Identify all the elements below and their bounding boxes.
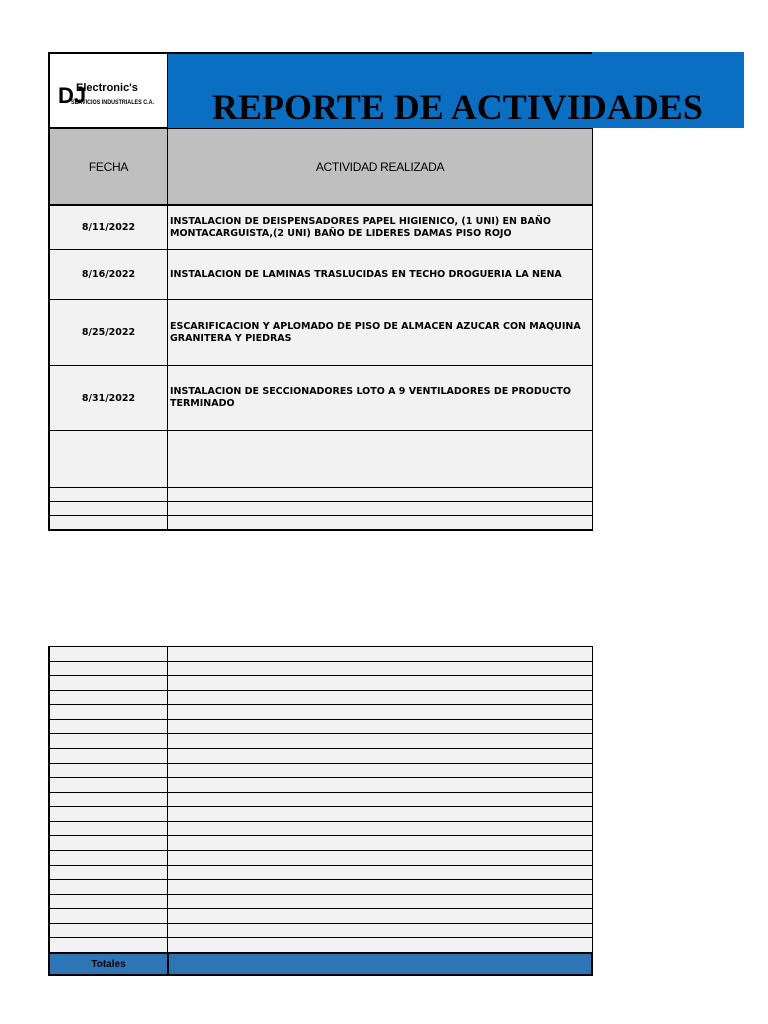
empty-cell-activity <box>167 763 593 778</box>
empty-cell-activity <box>167 908 593 924</box>
svg-text:SERVICIOS INDUSTRIALES C.A.: SERVICIOS INDUSTRIALES C.A. <box>71 99 155 106</box>
empty-cell-date <box>48 719 168 734</box>
empty-cell-date <box>48 923 168 938</box>
row-activity: INSTALACION DE DEISPENSADORES PAPEL HIGIENICO, (1 UNI) EN BAÑO MONTACARGUISTA,(2 UNI) BAÑO DE LIDERES DAMAS PISO ROJO <box>167 205 593 250</box>
empty-cell-date <box>48 850 168 866</box>
empty-cell-date <box>48 501 168 516</box>
row-date: 8/11/2022 <box>48 205 168 250</box>
empty-cell-date <box>48 748 168 764</box>
svg-text:Electronic's: Electronic's <box>76 82 138 94</box>
empty-cell-activity <box>167 690 593 705</box>
empty-cell-date <box>48 704 168 720</box>
row-activity: INSTALACION DE SECCIONADORES LOTO A 9 VENTILADORES DE PRODUCTO TERMINADO <box>167 365 593 431</box>
empty-cell-activity <box>167 733 593 749</box>
empty-cell-date <box>48 777 168 793</box>
empty-cell-activity <box>167 894 593 909</box>
empty-cell-activity <box>167 515 593 531</box>
report-title: REPORTE DE ACTIVIDADES <box>212 87 703 127</box>
empty-cell-date <box>48 806 168 822</box>
row-date: 8/16/2022 <box>48 249 168 300</box>
empty-cell-activity <box>167 850 593 866</box>
title-banner-topline <box>168 52 592 54</box>
row-date: 8/31/2022 <box>48 365 168 431</box>
empty-cell-date <box>48 646 168 662</box>
empty-cell-activity <box>167 704 593 720</box>
empty-cell-date <box>48 879 168 895</box>
title-clip <box>168 74 703 128</box>
empty-cell-activity <box>167 719 593 734</box>
empty-cell-date <box>48 865 168 880</box>
empty-cell-activity <box>167 879 593 895</box>
empty-cell-date <box>48 675 168 691</box>
empty-cell-activity <box>167 748 593 764</box>
empty-cell-activity <box>167 937 593 953</box>
dj-logo-icon <box>51 55 167 128</box>
totals-label: Totales <box>48 952 169 976</box>
column-header-activity: ACTIVIDAD REALIZADA <box>167 128 593 205</box>
empty-cell-date <box>48 515 168 531</box>
column-header-date: FECHA <box>48 128 168 205</box>
empty-cell-date <box>48 894 168 909</box>
empty-cell-date <box>48 937 168 953</box>
empty-cell-activity <box>167 501 593 516</box>
empty-cell-date <box>48 733 168 749</box>
svg-text:DJ: DJ <box>58 83 87 108</box>
empty-cell-activity <box>167 865 593 880</box>
empty-cell-date <box>48 835 168 851</box>
empty-cell-activity <box>167 487 593 502</box>
row-activity: INSTALACION DE LAMINAS TRASLUCIDAS EN TECHO DROGUERIA LA NENA <box>167 249 593 300</box>
totals-value <box>167 952 593 976</box>
empty-cell-date <box>48 908 168 924</box>
empty-cell-activity <box>167 661 593 676</box>
empty-cell-date <box>48 792 168 807</box>
empty-cell-date <box>48 690 168 705</box>
row-date: 8/25/2022 <box>48 299 168 366</box>
empty-cell-activity <box>167 835 593 851</box>
row-activity: ESCARIFICACION Y APLOMADO DE PISO DE ALMACEN AZUCAR CON MAQUINA GRANITERA Y PIEDRAS <box>167 299 593 366</box>
empty-cell-activity <box>167 646 593 662</box>
empty-cell-activity <box>167 806 593 822</box>
empty-cell-activity <box>167 430 593 488</box>
empty-cell-date <box>48 430 168 488</box>
empty-cell-activity <box>167 792 593 807</box>
empty-cell-activity <box>167 923 593 938</box>
empty-cell-date <box>48 821 168 836</box>
empty-cell-date <box>48 487 168 502</box>
company-logo <box>48 52 168 129</box>
empty-cell-activity <box>167 675 593 691</box>
empty-cell-date <box>48 661 168 676</box>
empty-cell-activity <box>167 821 593 836</box>
empty-cell-activity <box>167 777 593 793</box>
empty-cell-date <box>48 763 168 778</box>
